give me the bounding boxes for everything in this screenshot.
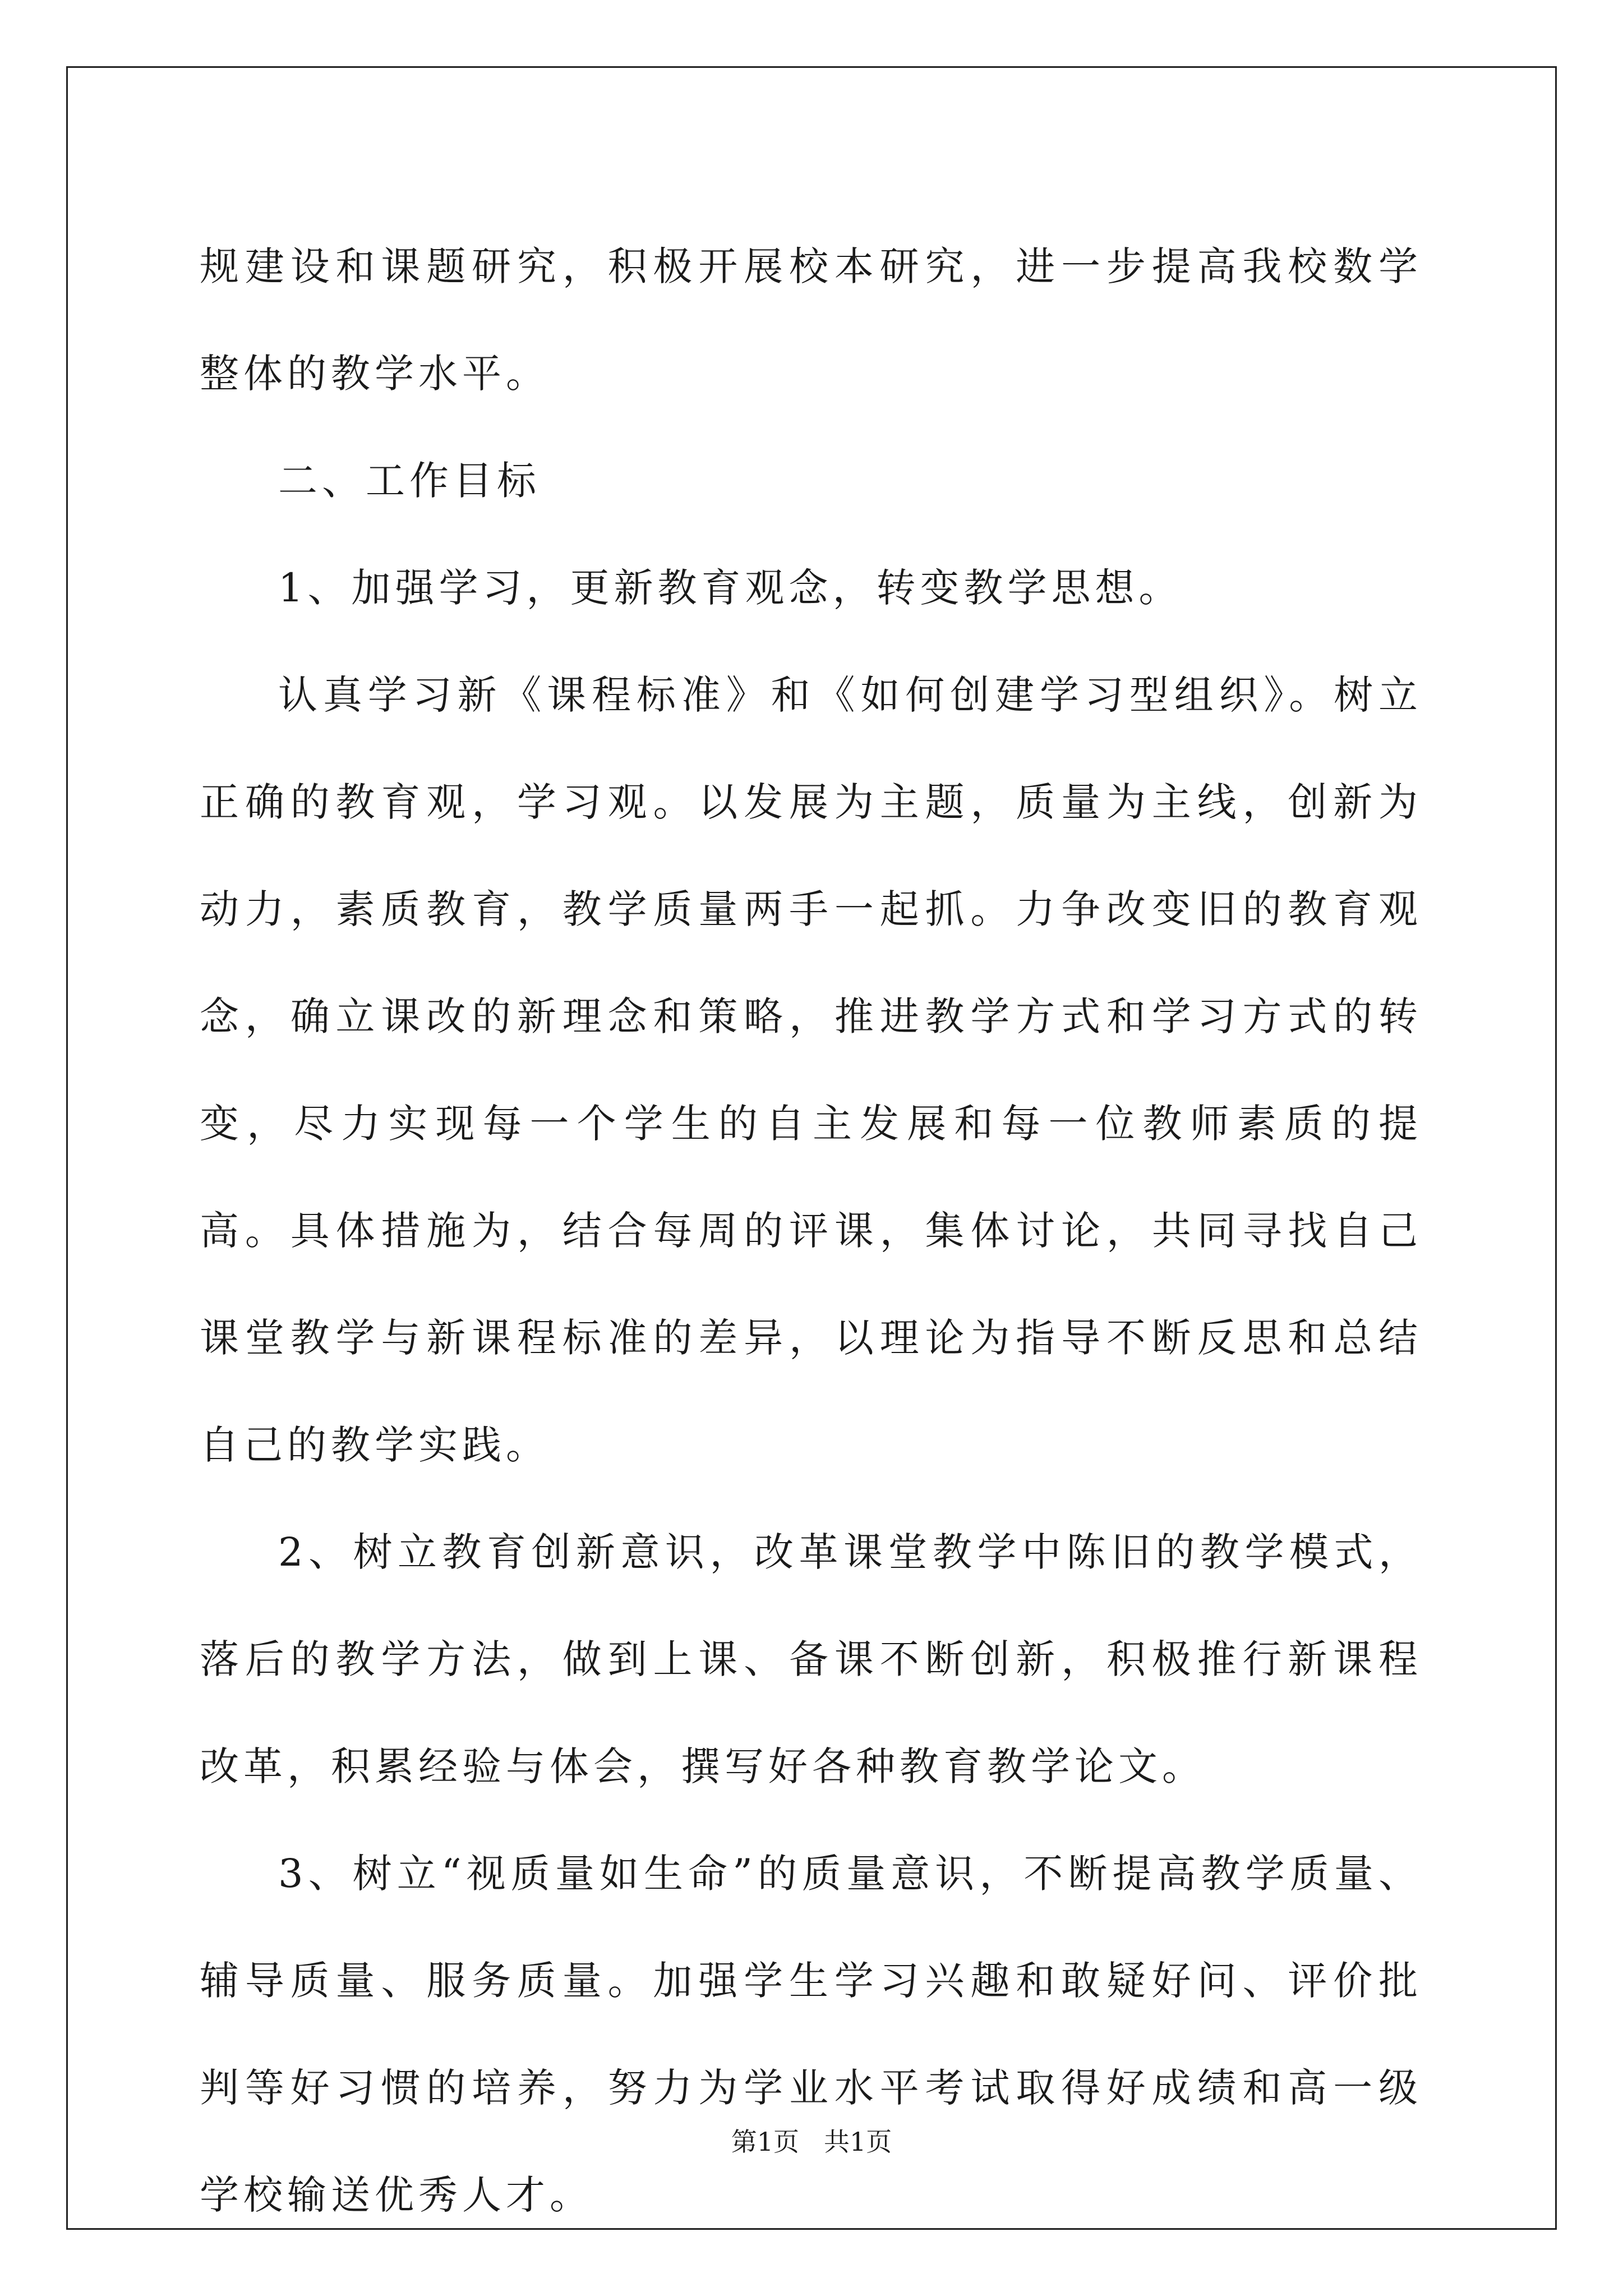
goal-item-1: 1、加强学习，更新教育观念，转变教学思想。 — [278, 565, 1183, 611]
goal-item-1-detail: 认真学习新《课程标准》和《如何创建学习型组织》。树立正确的教育观，学习观。以发展为主题，质量为主线，创新为动力，素质教育，教学质量两手一起抓。力争改变旧的教育观念，确立课改的新理念和策略，推进教学方式和学习方式的转变，尽力实现每一个学生的自主发展和每一位教师素质的提高。具体措施为，结合每周的评课，集体讨论，共同寻找自己课堂教学与新课程标准的差异，以理论为指导不断反思和总结自己的教学实践。 — [200, 672, 1422, 1468]
page-total: 共1页 — [824, 2127, 892, 2157]
paragraph-continued: 规建设和课题研究，积极开展校本研究，进一步提高我校数学整体的教学水平。 — [200, 243, 1422, 397]
document-body — [200, 213, 1422, 2249]
goal-item-3: 3、树立“视质量如生命”的质量意识，不断提高教学质量、辅导质量、服务质量。加强学生学习兴趣和敢疑好问、评价批判等好习惯的培养，努力为学业水平考试取得好成绩和高一级学校输送优秀人才。 — [200, 1851, 1422, 2218]
section-heading-work-goals: 二、工作目标 — [278, 458, 541, 504]
page-number: 第1页 — [731, 2127, 799, 2157]
page-footer — [0, 2125, 1623, 2159]
goal-item-2: 2、树立教育创新意识，改革课堂教学中陈旧的教学模式，落后的教学方法，做到上课、备课不断创新，积极推行新课程改革，积累经验与体会，撰写好各种教育教学论文。 — [200, 1529, 1422, 1789]
